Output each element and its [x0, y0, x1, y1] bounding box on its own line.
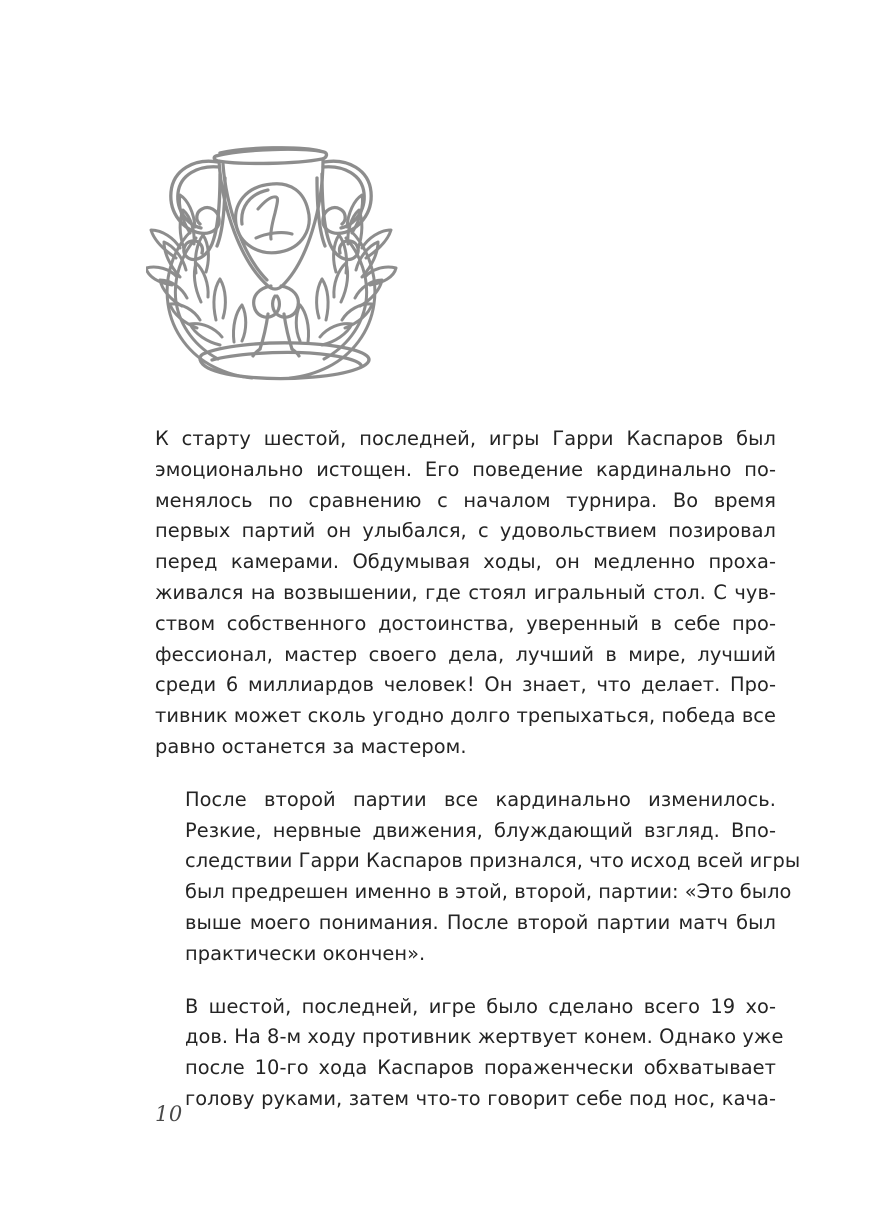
paragraph-1 [155, 424, 776, 763]
text-line: менялось по сравнению с началом турнира. Во время [155, 488, 776, 512]
paragraph-2 [155, 785, 801, 970]
stem-icon [253, 314, 299, 356]
stem-knot-icon [254, 286, 299, 317]
text-line: среди 6 миллиардов человек! Он знает, что делает. Про- [155, 673, 776, 697]
text-line: равно останется за мастером. [155, 734, 467, 758]
cup-rim-icon [214, 148, 326, 164]
text-line: ством собственного достоинства, уверенный в себе про- [155, 611, 776, 635]
page-number: 10 [155, 1102, 183, 1126]
text-line: В шестой, последней, игре было сделано всего 19 хо- [185, 994, 776, 1018]
text-line: выше моего понимания. После второй партии матч был [185, 910, 776, 934]
text-line: фессионал, мастер своего дела, лучший в мире, лучший [155, 642, 776, 666]
text-line: после 10-го хода Каспаров пораженчески обхватывает [185, 1056, 776, 1080]
body-text [155, 424, 801, 1115]
text-line: Резкие, нервные движения, блуждающий взгляд. Впо- [185, 818, 776, 842]
text-line: первых партий он улыбался, с удовольствием позировал [155, 519, 776, 543]
text-line: живался на возвышении, где стоял игральный стол. С чув- [155, 580, 776, 604]
text-line: голову руками, затем что-то говорит себе под нос, кача- [185, 1086, 776, 1110]
text-line: К старту шестой, последней, игры Гарри Каспаров был [155, 427, 776, 450]
paragraph-3 [155, 992, 784, 1115]
text-line: перед камерами. Обдумывая ходы, он медленно проха- [155, 550, 776, 574]
number-one-glyph [256, 197, 292, 239]
text-line: был предрешен именно в этой, второй, партии: «Это было [185, 880, 792, 904]
trophy-illustration [146, 134, 446, 390]
text-line: следствии Гарри Каспаров признался, что исход всей игры [185, 849, 801, 873]
text-line: практически окончен». [185, 941, 426, 965]
text-line: эмоционально истощен. Его поведение кардинально по- [155, 457, 776, 481]
text-line: После второй партии все кардинально изменилось. [185, 787, 776, 811]
text-line: тивник может сколь угодно долго трепыхаться, победа все [155, 704, 776, 728]
text-line: дов. На 8-м ходу противник жертвует конем. Однако уже [185, 1025, 784, 1049]
